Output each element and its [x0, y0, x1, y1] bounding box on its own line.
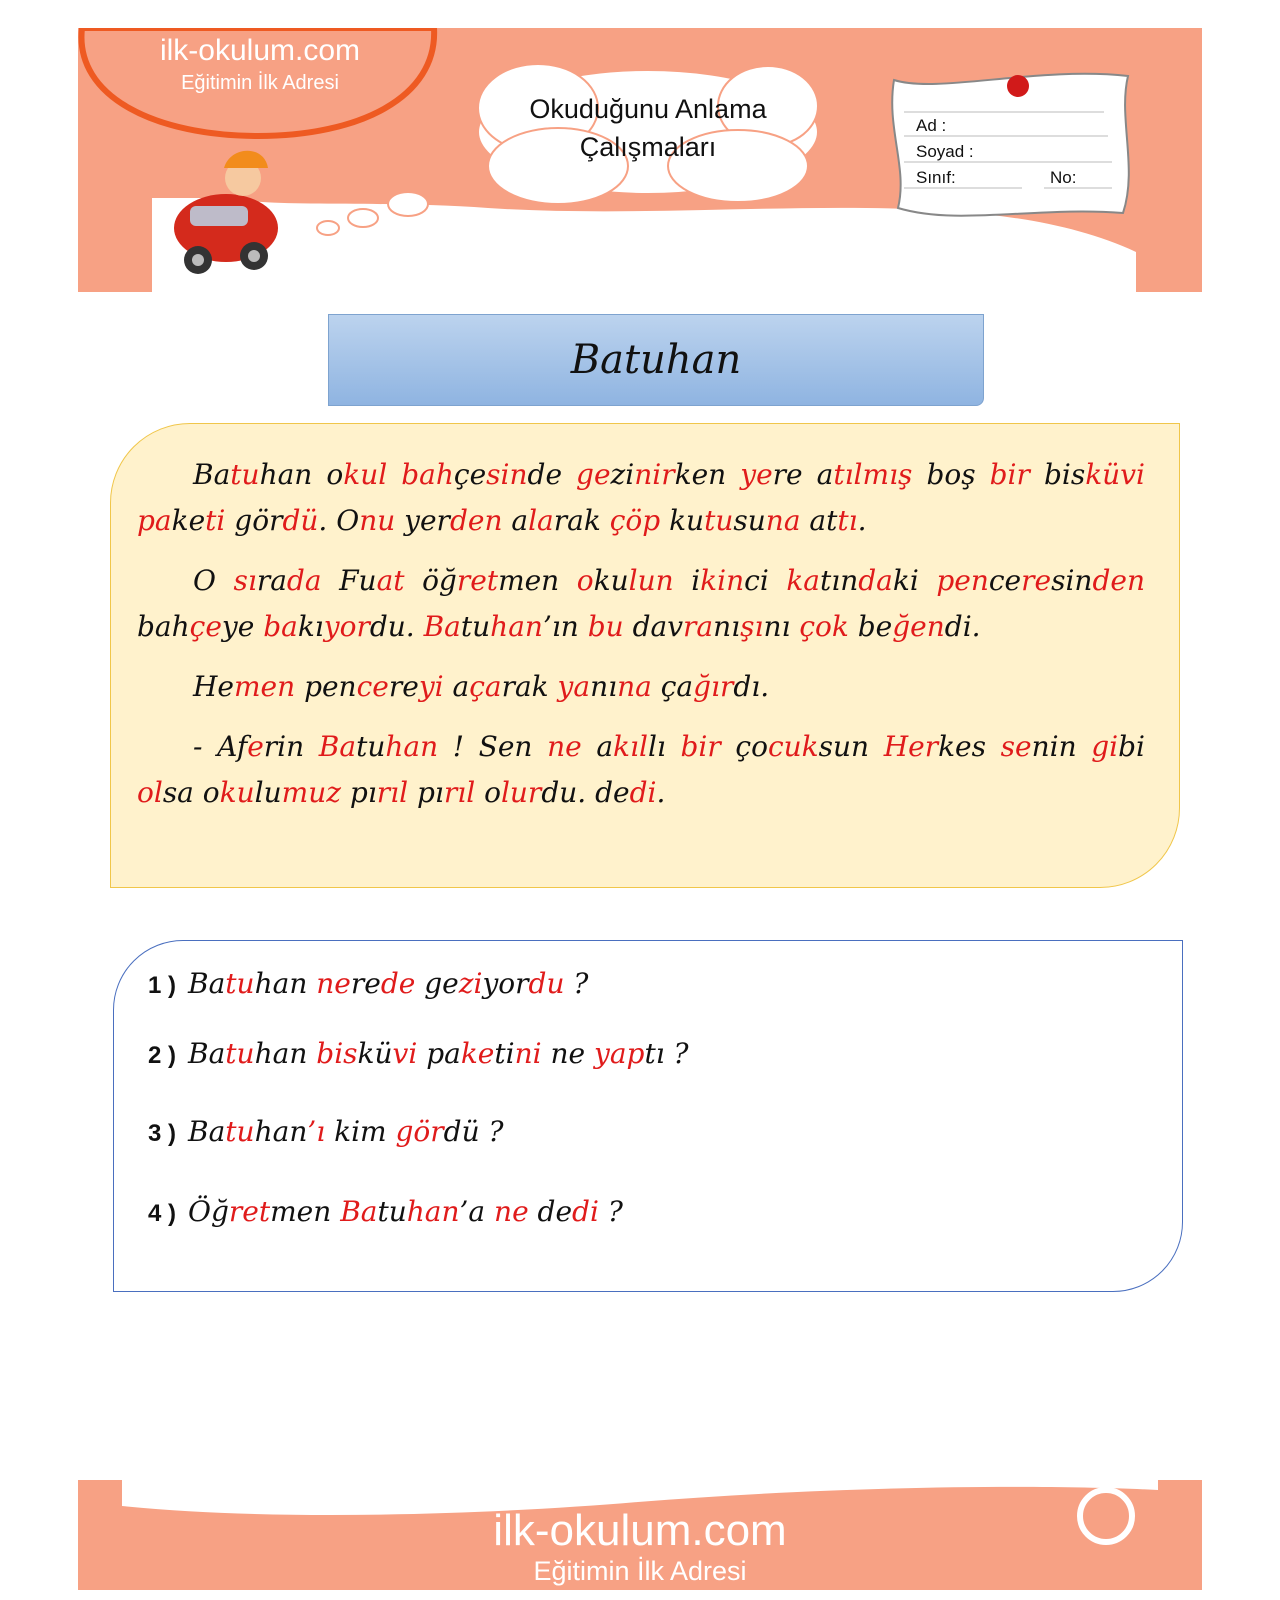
syllable: nı [763, 610, 800, 643]
syllable: . [318, 504, 337, 537]
syllable: sı [233, 564, 257, 597]
syllable: de [527, 458, 577, 491]
worksheet-footer [78, 1480, 1202, 1590]
syllable: di [944, 610, 972, 643]
syllable: cuk [767, 730, 819, 763]
syllable: dü ? [443, 1115, 504, 1148]
syllable: bis [1043, 458, 1086, 491]
syllable: tu [225, 1037, 255, 1070]
syllable: rin [263, 730, 319, 763]
syllable: di [572, 1195, 608, 1228]
syllable: ret [228, 1195, 271, 1228]
syllable: çöp [609, 504, 670, 537]
syllable: ! [452, 730, 479, 763]
syllable: lı [647, 730, 681, 763]
worksheet-heading-line2: Çalışmaları [579, 132, 717, 162]
syllable: boş [926, 458, 990, 491]
syllable: ci [744, 564, 787, 597]
syllable: . [857, 504, 867, 537]
syllable: tu [377, 1195, 407, 1228]
syllable: ki [892, 564, 937, 597]
syllable: pa [426, 1037, 461, 1070]
syllable: tu [230, 458, 260, 491]
syllable: tı [837, 504, 858, 537]
syllable: at [809, 504, 838, 537]
syllable: Ba [340, 1195, 378, 1228]
syllable: dı. [733, 670, 770, 703]
syllable: da [858, 564, 893, 597]
syllable: at [376, 564, 423, 597]
syllable: rak [553, 504, 610, 537]
worksheet-header [78, 28, 1202, 292]
syllable: ra [683, 610, 714, 643]
syllable: ken [674, 458, 741, 491]
syllable: ye [740, 458, 773, 491]
syllable: ba [263, 610, 298, 643]
syllable: Ba [423, 610, 461, 643]
syllable: re [350, 967, 381, 1000]
syllable: sin [1051, 564, 1093, 597]
syllable: ya [557, 670, 591, 703]
syllable: a [452, 670, 470, 703]
syllable: ge [424, 967, 459, 1000]
syllable: O [193, 564, 234, 597]
syllable: bis [316, 1037, 358, 1070]
syllable: . [971, 610, 981, 643]
syllable: du. [369, 610, 424, 643]
class-label: Sınıf: [916, 168, 956, 187]
syllable: nı [713, 610, 741, 643]
syllable: muz [281, 776, 350, 809]
syllable: . [656, 776, 666, 809]
syllable: He [193, 670, 234, 703]
syllable: nu [359, 504, 405, 537]
syllable: yap [594, 1037, 645, 1070]
question-number: 1 ) [148, 972, 177, 999]
syllable: han [406, 1195, 460, 1228]
footer-title: ilk-okulum.com [493, 1506, 787, 1555]
worksheet-heading-line1: Okuduğunu Anlama [529, 94, 767, 124]
syllable: den [1092, 564, 1145, 597]
syllable: sun [818, 730, 884, 763]
syllable: ke [460, 1037, 495, 1070]
syllable: gi [1091, 730, 1119, 763]
syllable: bu [587, 610, 633, 643]
syllable: nir [634, 458, 675, 491]
syllable: a [596, 730, 614, 763]
syllable: ne [547, 730, 597, 763]
syllable: şı [740, 610, 764, 643]
syllable: rıl [443, 776, 485, 809]
question-item [148, 1037, 689, 1070]
syllable: kim [334, 1115, 396, 1148]
syllable: tıl [833, 458, 863, 491]
syllable: nı [590, 670, 618, 703]
syllable: re [1021, 564, 1052, 597]
logo-title: ilk-okulum.com [159, 34, 361, 67]
syllable: ? [573, 967, 589, 1000]
syllable: ğır [693, 670, 734, 703]
syllable: rak [501, 670, 558, 703]
syllable: den [449, 504, 512, 537]
story-paragraph [137, 452, 1145, 544]
story-paragraph [137, 558, 1145, 650]
syllable: men [270, 1195, 341, 1228]
question-number: 3 ) [148, 1120, 177, 1147]
syllable: dav [632, 610, 684, 643]
syllable: re [388, 670, 419, 703]
syllable: du [528, 967, 574, 1000]
syllable: ne [494, 1195, 538, 1228]
syllable: Fu [339, 564, 377, 597]
question-item [148, 967, 588, 1000]
syllable: ni [514, 1037, 551, 1070]
story-paragraph [137, 664, 1145, 710]
syllable [1030, 458, 1044, 491]
syllable: pı [416, 776, 444, 809]
syllable: ku [669, 504, 705, 537]
syllable: la [528, 504, 554, 537]
syllable: ? [607, 1195, 623, 1228]
syllable: ti [205, 504, 235, 537]
syllable: Ba [188, 967, 226, 1000]
syllable: kıl [613, 730, 648, 763]
syllable: rıl [376, 776, 417, 809]
syllable: pı [349, 776, 377, 809]
syllable: ’ı [307, 1115, 335, 1148]
syllable: o [202, 776, 220, 809]
syllable: di [629, 776, 657, 809]
syllable: ça [660, 670, 694, 703]
syllable: de [537, 1195, 573, 1228]
syllable: lun [628, 564, 692, 597]
question-number: 2 ) [148, 1042, 177, 1069]
syllable: Ba [188, 1037, 226, 1070]
syllable: na [617, 670, 661, 703]
syllable: nin [1031, 730, 1092, 763]
syllable: dü [282, 504, 319, 537]
number-label: No: [1050, 168, 1077, 187]
syllable: be [857, 610, 893, 643]
syllable: bir [989, 458, 1030, 491]
syllable: . [577, 776, 596, 809]
syllable: se [1000, 730, 1032, 763]
syllable: yor [323, 610, 370, 643]
syllable: tu [460, 610, 491, 643]
logo-subtitle: Eğitimin İlk Adresi [181, 72, 339, 94]
syllable: o [326, 458, 344, 491]
syllable: yor [482, 967, 529, 1000]
syllable: ’ın [542, 610, 588, 643]
syllable: Ba [188, 1115, 226, 1148]
story-title: Batuhan [570, 337, 742, 383]
syllable: zi [610, 458, 635, 491]
syllable: o [484, 776, 501, 809]
syllable: pen [304, 670, 357, 703]
syllable: kü [1085, 458, 1121, 491]
syllable: ’a [459, 1195, 495, 1228]
syllable: da [286, 564, 340, 597]
syllable: sa [162, 776, 203, 809]
questions-box [113, 940, 1183, 1292]
syllable: ke [171, 504, 206, 537]
syllable: ço [735, 730, 768, 763]
story-text-box [110, 423, 1180, 888]
syllable: Her [883, 730, 939, 763]
syllable: Öğ [188, 1195, 229, 1228]
syllable: ret [456, 564, 499, 597]
syllable: bi [1118, 730, 1146, 763]
syllable: kü [357, 1037, 393, 1070]
syllable: lu [254, 776, 282, 809]
syllable: re [772, 458, 817, 491]
syllable: ra [256, 564, 287, 597]
syllable: bir [680, 730, 736, 763]
syllable: Sen [478, 730, 548, 763]
syllable: Ba [193, 458, 231, 491]
question-item [148, 1115, 504, 1148]
syllable: han [254, 1037, 317, 1070]
syllable: öğ [422, 564, 457, 597]
syllable: a [511, 504, 529, 537]
syllable: O [336, 504, 360, 537]
syllable: kes [938, 730, 1001, 763]
syllable: ku [219, 776, 255, 809]
story-title-box [328, 314, 984, 406]
syllable: Ba [318, 730, 357, 763]
syllable: a [816, 458, 834, 491]
syllable: ne [550, 1037, 594, 1070]
syllable: ce [988, 564, 1022, 597]
syllable: men [498, 564, 577, 597]
syllable: sin [486, 458, 528, 491]
syllable: ti [494, 1037, 515, 1070]
syllable: men [234, 670, 305, 703]
syllable: ce [356, 670, 389, 703]
syllable: pa [137, 504, 172, 537]
syllable: pen [936, 564, 989, 597]
syllable: ye [221, 610, 264, 643]
syllable: tın [820, 564, 859, 597]
syllable: tu [356, 730, 386, 763]
syllable: çok [799, 610, 858, 643]
syllable: han [254, 1115, 308, 1148]
syllable: e [247, 730, 264, 763]
syllable: na [765, 504, 810, 537]
syllable: lur [500, 776, 542, 809]
syllable: han [254, 967, 317, 1000]
footer-subtitle: Eğitimin İlk Adresi [533, 1556, 747, 1586]
syllable: bah [137, 610, 190, 643]
syllable: kin [700, 564, 745, 597]
name-label: Ad : [916, 116, 947, 135]
syllable: o [576, 564, 594, 597]
syllable: han [490, 610, 543, 643]
syllable: ne [316, 967, 351, 1000]
syllable: vi [1120, 458, 1145, 491]
syllable: de [380, 967, 425, 1000]
syllable: yi [418, 670, 453, 703]
syllable: ku [593, 564, 629, 597]
syllable: zi [458, 967, 483, 1000]
syllable: gör [234, 504, 283, 537]
syllable: ça [469, 670, 502, 703]
question-item [148, 1195, 623, 1228]
syllable: han [259, 458, 327, 491]
syllable: tu [225, 1115, 255, 1148]
question-number: 4 ) [148, 1200, 177, 1227]
syllable: Af [217, 730, 248, 763]
syllable: çe [189, 610, 222, 643]
syllable: ğen [892, 610, 945, 643]
syllable: yer [404, 504, 450, 537]
syllable: ka [786, 564, 820, 597]
surname-label: Soyad : [916, 142, 974, 161]
syllable: mış [862, 458, 927, 491]
syllable: i [691, 564, 701, 597]
syllable: kul [343, 458, 402, 491]
worksheet-heading [498, 90, 798, 166]
syllable: kı [297, 610, 324, 643]
syllable: han [385, 730, 453, 763]
syllable: su [733, 504, 766, 537]
syllable: ge [576, 458, 611, 491]
syllable: gör [395, 1115, 444, 1148]
syllable: du [541, 776, 578, 809]
syllable: tı ? [644, 1037, 689, 1070]
story-paragraph [137, 724, 1145, 816]
syllable: ol [137, 776, 163, 809]
syllable: bah [401, 458, 454, 491]
syllable: çe [453, 458, 487, 491]
syllable: de [595, 776, 630, 809]
syllable: tu [225, 967, 255, 1000]
syllable: vi [392, 1037, 427, 1070]
syllable: tu [704, 504, 734, 537]
syllable: - [193, 730, 218, 763]
